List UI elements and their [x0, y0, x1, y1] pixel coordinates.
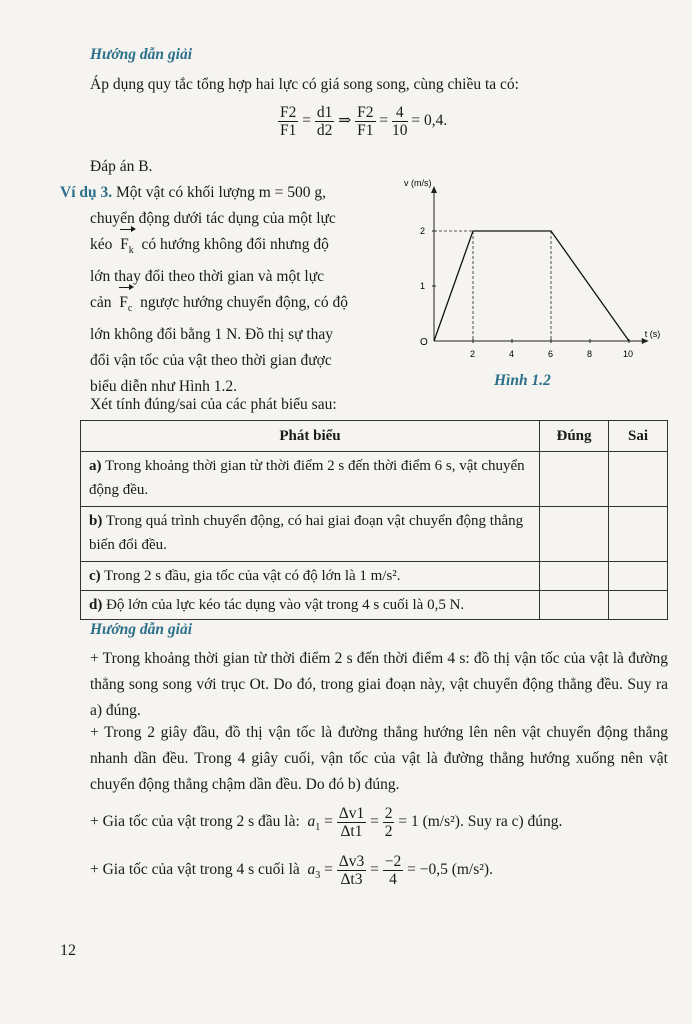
accel3-num: Δv3 [338, 853, 365, 870]
example-line-5-wrap [60, 290, 380, 322]
figure-caption: Hình 1.2 [494, 372, 551, 389]
example-line-4: lớn thay đổi theo thời gian và một lực [90, 268, 325, 286]
statements-table [80, 420, 668, 620]
statement-a: a) Trong khoảng thời gian từ thời điểm 2 s đến thời điểm 6 s, vật chuyển động đều. [81, 452, 540, 507]
table-row [81, 452, 668, 507]
frac-c-num: F2 [357, 104, 374, 121]
frac-d-den: 10 [392, 122, 408, 139]
example-line-6: lớn không đổi bằng 1 N. Đồ thị sự thay [90, 326, 334, 344]
frac-b-den: d2 [316, 122, 333, 139]
velocity-time-chart [388, 178, 688, 368]
false-cell-b[interactable] [609, 507, 668, 562]
guide-heading-2: Hướng dẫn giải [90, 621, 193, 638]
example-line-2: chuyển động dưới tác dụng của một lực [90, 210, 336, 227]
guide-heading-1: Hướng dẫn giải [90, 46, 193, 63]
header-true: Đúng [540, 421, 609, 452]
table-row [81, 562, 668, 591]
x-tick-label: 10 [623, 349, 634, 359]
example-line-5: ngược hướng chuyển động, có độ [140, 294, 349, 312]
statement-c: c) Trong 2 s đầu, gia tốc của vật có độ lớn là 1 m/s². [81, 562, 540, 591]
table-header-row [81, 421, 668, 452]
example-line-8: biểu diễn như Hình 1.2. [90, 378, 238, 396]
table-row [81, 507, 668, 562]
example-line-3-wrap [60, 232, 380, 264]
y-tick-label: 1 [420, 281, 426, 291]
word-keo: kéo [90, 236, 113, 253]
y-axis-arrow [431, 186, 437, 193]
false-cell-c[interactable] [609, 562, 668, 591]
guide-text-1: Áp dụng quy tắc tổng hợp hai lực có giá song song, cùng chiều ta có: [90, 76, 519, 93]
force-fk-vector: $F_k$ [120, 232, 134, 264]
true-cell-c[interactable] [540, 562, 609, 591]
answer-text: Đáp án B. [90, 158, 153, 175]
formula-result: = 0,4. [411, 112, 448, 130]
table-row [81, 591, 668, 620]
guide2-paragraph-3: + Gia tốc của vật trong 2 s đầu là: $a_1$ = $\frac{\Delta v1}{\Delta t1}$ = $\frac{2}{2}$ = 1 (m/s²). Suy ra c) đúng. [90, 805, 563, 840]
x-tick-label: 8 [587, 349, 593, 359]
page-number: 12 [60, 942, 76, 959]
x-axis-label: t (s) [644, 329, 661, 339]
example-block [60, 180, 380, 400]
true-cell-d[interactable] [540, 591, 609, 620]
guide2-paragraph-4: + Gia tốc của vật trong 4 s cuối là $a_3$ = $\frac{\Delta v3}{\Delta t3}$ = $\frac{-2}{4}$ = −0,5 (m/s²). [90, 853, 493, 888]
x-tick-label: 2 [470, 349, 476, 359]
frac-a-num: F2 [280, 104, 297, 121]
frac-d-num: 4 [392, 104, 408, 122]
accel1-den: Δt1 [340, 823, 363, 840]
x-tick-label: 4 [509, 349, 515, 359]
word-can: cản [90, 294, 112, 312]
true-cell-a[interactable] [540, 452, 609, 507]
x-tick-label: 6 [548, 349, 554, 359]
example-label: Ví dụ 3. [60, 184, 113, 201]
example-line-1: Một vật có khối lượng m = 500 g, [116, 184, 327, 201]
guide2-paragraph-1: + Trong khoảng thời gian từ thời điểm 2 s đến thời điểm 4 s: đồ thị vận tốc của vật là đường thẳng song song với trục Ot. Do đó, trong giai đoạn này, vật chuyển động thẳng đều. Suy ra a) đúng. [90, 650, 668, 719]
force-ratio-formula: $\frac{F2}{F1}$ = $\frac{d1}{d2}$ ⇒ $\frac{F2}{F1}$ = $\frac{4}{10}$ = 0,4. [280, 104, 448, 139]
implies-sign: ⇒ [338, 112, 352, 130]
origin-label: O [420, 337, 428, 348]
frac-c-den: F1 [357, 122, 374, 139]
example-line-7: đổi vận tốc của vật theo thời gian được [90, 352, 332, 370]
force-fc-vector: $F_c$ [119, 290, 132, 322]
false-cell-d[interactable] [609, 591, 668, 620]
accel1-num: Δv1 [338, 805, 365, 822]
false-cell-a[interactable] [609, 452, 668, 507]
header-false: Sai [609, 421, 668, 452]
y-tick-label: 2 [420, 226, 426, 236]
frac-a-den: F1 [280, 122, 297, 139]
statement-b: b) Trong quá trình chuyển động, có hai giai đoạn vật chuyển động thẳng biến đổi đều. [81, 507, 540, 562]
accel3-den: Δt3 [340, 871, 363, 888]
y-axis-label: v (m/s) [404, 178, 432, 188]
velocity-line [434, 231, 629, 341]
frac-b-num: d1 [316, 104, 333, 121]
true-cell-b[interactable] [540, 507, 609, 562]
example-line-3: có hướng không đổi nhưng độ [141, 236, 329, 253]
guide2-paragraph-2: + Trong 2 giây đầu, đồ thị vận tốc là đường thẳng hướng lên nên vật chuyển động thẳng nhanh dần đều. Trong 4 giây cuối, vận tốc của vật là đường thẳng hướng xuống nên vật chuyển động thẳng chậm dần đều. Do đó b) đúng. [90, 724, 668, 793]
table-prompt: Xét tính đúng/sai của các phát biểu sau: [90, 396, 337, 413]
statement-d: d) Độ lớn của lực kéo tác dụng vào vật trong 4 s cuối là 0,5 N. [81, 591, 540, 620]
header-statement: Phát biểu [81, 421, 540, 452]
